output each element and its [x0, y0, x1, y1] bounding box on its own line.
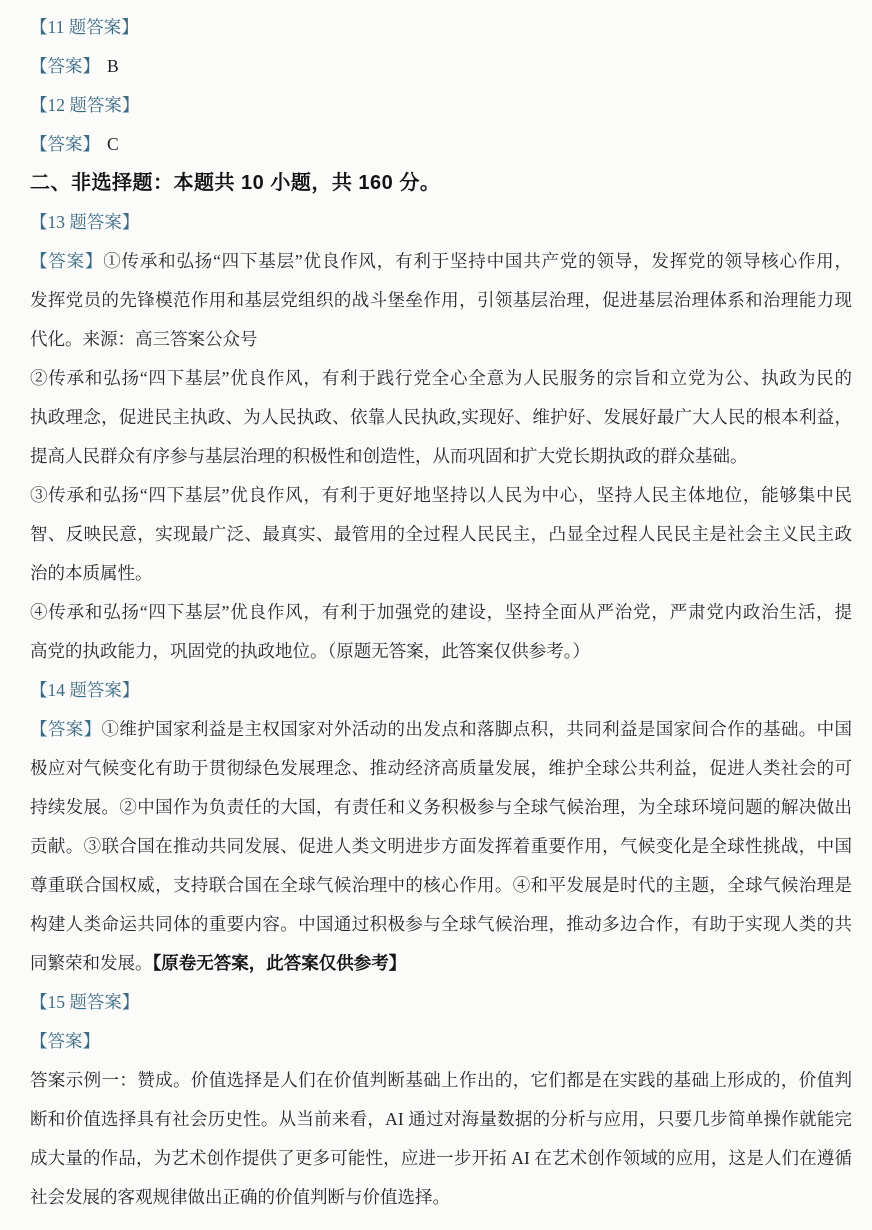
q14-line1 [30, 710, 852, 749]
q15-answer-label-line [30, 1022, 852, 1061]
q13-para2-line2: 执政理念，促进民主执政、为人民执政、依靠人民执政,实现好、维护好、发展好最广大人民的根本利益， [30, 407, 852, 427]
q13-para4-line1: ④传承和弘扬“四下基层”优良作风，有利于加强党的建设，坚持全面从严治党，严肃党内政治生活，提 [30, 602, 852, 622]
answer-text: ①传承和弘扬“四下基层”优良作风，有利于坚持中国共产党的领导，发挥党的领导核心作用， [103, 251, 852, 271]
question-11-header-text: 【11 题答案】 [30, 17, 139, 37]
q13-para1-line2: 发挥党员的先锋模范作用和基层党组织的战斗堡垒作用，引领基层治理，促进基层治理体系和治理能力现 [30, 290, 852, 310]
question-14-header-text: 【14 题答案】 [30, 680, 140, 700]
answer-text: 同繁荣和发展。 [30, 953, 153, 973]
q13-para2-line1: ②传承和弘扬“四下基层”优良作风，有利于践行党全心全意为人民服务的宗旨和立党为公、执政为民的 [30, 368, 852, 388]
q13-para3-line1: ③传承和弘扬“四下基层”优良作风，有利于更好地坚持以人民为中心，坚持人民主体地位，能够集中民 [30, 485, 852, 505]
answer-text: ①维护国家利益是主权国家对外活动的出发点和落脚点积，共同利益是国家间合作的基础。中国 [101, 719, 852, 739]
q13-para4-line2: 高党的执政能力，巩固党的执政地位。（原题无答案，此答案仅供参考。） [30, 641, 590, 661]
answer-label: 【答案】 [30, 251, 104, 271]
q15-line1: 答案示例一：赞成。价值选择是人们在价值判断基础上作出的，它们都是在实践的基础上形成的，价值判 [30, 1070, 852, 1090]
reference-note: 【原卷无答案，此答案仅供参考】 [152, 953, 407, 973]
answer-label: 【答案】 [30, 719, 102, 739]
answer-value-q11: B [107, 56, 119, 76]
q14-line7 [30, 944, 852, 983]
question-13-header-text: 【13 题答案】 [30, 212, 140, 232]
question-14-header [30, 671, 852, 710]
q13-para1-line1 [30, 242, 852, 281]
answer-label: 【答案】 [30, 1031, 100, 1051]
question-11-answer-line [30, 47, 852, 86]
q15-line4: 社会发展的客观规律做出正确的价值判断与价值选择。 [30, 1187, 450, 1207]
question-15-header [30, 983, 852, 1022]
q13-para2-line3: 提高人民群众有序参与基层治理的积极性和创造性，从而巩固和扩大党长期执政的群众基础。 [30, 446, 748, 466]
question-12-header [30, 86, 852, 125]
answer-value-q12: C [107, 134, 119, 154]
q14-line2: 极应对气候变化有助于贯彻绿色发展理念、推动经济高质量发展，维护全球公共利益，促进人类社会的可 [30, 758, 852, 778]
q13-para1-line3: 代化。来源：高三答案公众号 [30, 329, 258, 349]
q13-para3-line3: 治的本质属性。 [30, 563, 153, 583]
question-15-header-text: 【15 题答案】 [30, 992, 140, 1012]
question-12-header-text: 【12 题答案】 [30, 95, 140, 115]
q14-line4: 贡献。③联合国在推动共同发展、促进人类文明进步方面发挥着重要作用，气候变化是全球性挑战，中国 [30, 836, 852, 856]
q15-line2: 断和价值选择具有社会历史性。从当前来看，AI 通过对海量数据的分析与应用，只要几步简单操作就能完 [30, 1109, 852, 1129]
q14-line5: 尊重联合国权威，支持联合国在全球气候治理中的核心作用。④和平发展是时代的主题，全球气候治理是 [30, 875, 852, 895]
answer-label: 【答案】 [30, 134, 100, 154]
q14-line6: 构建人类命运共同体的重要内容。中国通过积极参与全球气候治理，推动多边合作，有助于实现人类的共 [30, 914, 852, 934]
answer-label: 【答案】 [30, 56, 100, 76]
question-13-header [30, 203, 852, 242]
q14-line3: 持续发展。②中国作为负责任的大国，有责任和义务积极参与全球气候治理，为全球环境问题的解决做出 [30, 797, 852, 817]
q15-line3: 成大量的作品，为艺术创作提供了更多可能性，应进一步开拓 AI 在艺术创作领域的应用，这是人们在遵循 [30, 1148, 852, 1168]
section-2-heading: 二、非选择题：本题共 10 小题，共 160 分。 [30, 172, 441, 194]
q13-para3-line2: 智、反映民意，实现最广泛、最真实、最管用的全过程人民民主，凸显全过程人民民主是社会主义民主政 [30, 524, 852, 544]
question-11-header [30, 8, 852, 47]
question-12-answer-line [30, 125, 852, 164]
